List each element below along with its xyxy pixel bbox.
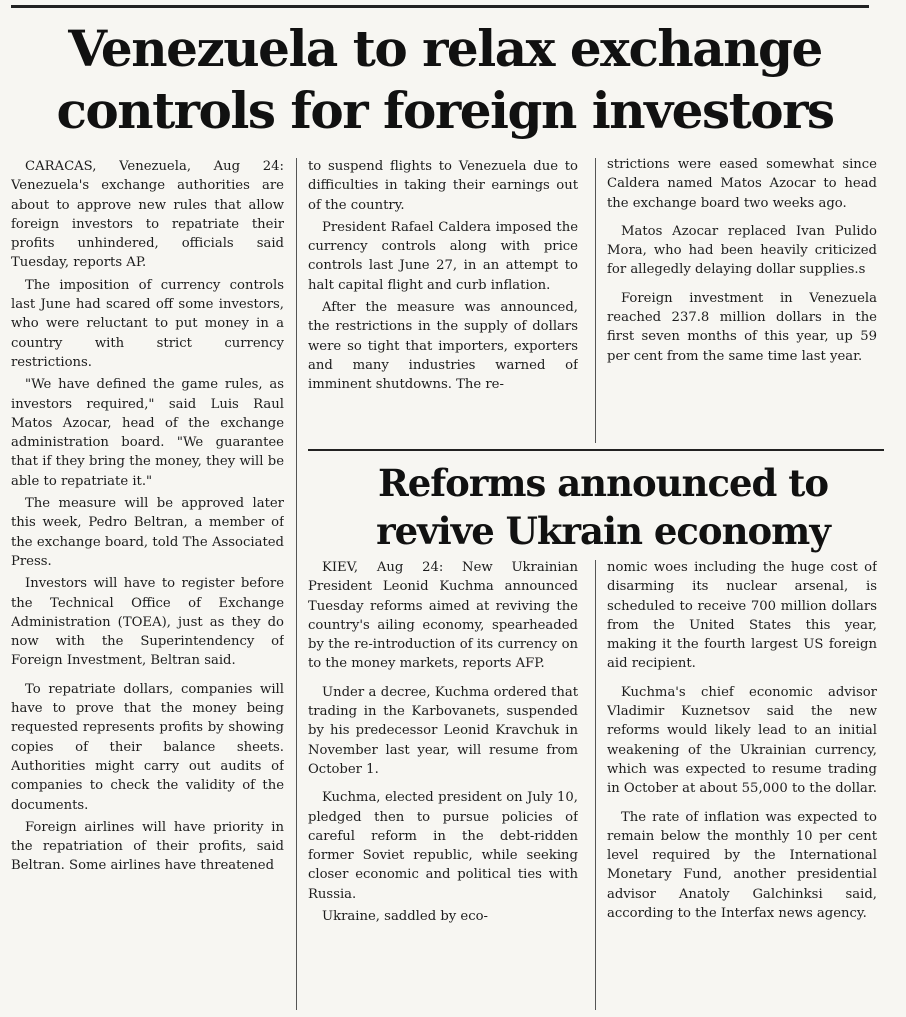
paragraph: to suspend flights to Venezuela due to difficulties in taking their earnings out of the country. [308,159,578,213]
paragraph: strictions were eased somewhat since Caldera named Matos Azocar to head the exchange board two weeks ago. [607,157,877,211]
paragraph: The measure will be approved later this week, Pedro Beltran, a member of the exchange board, told The Associated Press. [11,496,284,569]
paragraph: Kuchma, elected president on July 10, pledged then to pursue policies of careful reform in the debt-ridden former Soviet republic, while seeking closer economic and political ties with Russia. [308,790,578,902]
section-rule [308,449,884,451]
top-rule [11,5,869,8]
paragraph: Kuchma's chief economic advisor Vladimir Kuznetsov said the new reforms would likely lead to an initial weakening of the Ukrainian currency, which was expected to resume trading in October at about 55,000 to the dollar. [607,684,877,797]
article-1-column-1 [11,157,284,1010]
paragraph: "We have defined the game rules, as investors required," said Luis Raul Matos Azocar, head of the exchange administration board. "We guarantee that if they bring the money, they will be able to repatriate it." [11,377,284,489]
paragraph: Foreign investment in Venezuela reached 237.8 million dollars in the first seven months of this year, up 59 per cent from the same time last year. [607,290,877,364]
article-2-column-2 [607,558,877,1010]
paragraph: To repatriate dollars, companies will have to prove that the money being requested represents profits by showing copies of their balance sheets. Authorities might carry out audits of companies to check the validity of the documents. [11,681,284,813]
paragraph: Foreign airlines will have priority in the repatriation of their profits, said Beltran. Some airlines have threatened [11,819,284,874]
paragraph: Under a decree, Kuchma ordered that trading in the Karbovanets, suspended by his predecessor Leonid Kravchuk in November last year, will resume from October 1. [308,684,578,777]
paragraph: The imposition of currency controls last June had scared off some investors, who were reluctant to put money in a country with strict currency restrictions. [11,277,284,370]
article-1-column-2 [308,157,578,445]
paragraph: After the measure was announced, the restrictions in the supply of dollars were so tight that importers, exporters and many industries warned of imminent shutdowns. The re- [308,300,578,393]
paragraph: CARACAS, Venezuela, Aug 24: Venezuela's exchange authorities are about to approve new rules that allow foreign investors to repatriate their profits unhindered, officials said Tuesday, reports AP. [11,159,284,271]
paragraph: Ukraine, saddled by eco- [322,909,489,925]
article-1-column-3 [607,155,877,445]
paragraph: Investors will have to register before the Technical Office of Exchange Administration (TOEA), just as they do now with the Superintendency of Foreign Investment, Beltran said. [11,576,284,669]
article-1-headline: Venezuela to relax exchange controls for foreign investors [56,19,834,140]
paragraph: Matos Azocar replaced Ivan Pulido Mora, who had been heavily criticized for allegedly delaying dollar supplies.s [607,223,877,278]
column-divider-1 [296,158,297,1010]
paragraph: President Rafael Caldera imposed the currency controls along with price controls last June 27, in an attempt to halt capital flight and curb inflation. [308,219,578,293]
paragraph: nomic woes including the huge cost of disarming its nuclear arsenal, is scheduled to receive 700 million dollars from the United States this year, making it the fourth largest US foreign aid recipient. [607,560,877,672]
article-2-headline: Reforms announced to revive Ukrain economy [376,461,830,553]
paragraph: KIEV, Aug 24: New Ukrainian President Leonid Kuchma announced Tuesday reforms aimed at reviving the country's ailing economy, spearheaded by the re-introduction of its currency on to the money markets, reports AFP. [308,560,578,672]
column-divider-3 [595,560,596,1010]
article-2-column-1 [308,558,578,1010]
paragraph: The rate of inflation was expected to remain below the monthly 10 per cent level required by the International Monetary Fund, another presidential advisor Anatoly Galchinksi said, according to the Interfax news agency. [607,809,877,922]
column-divider-2 [595,158,596,443]
